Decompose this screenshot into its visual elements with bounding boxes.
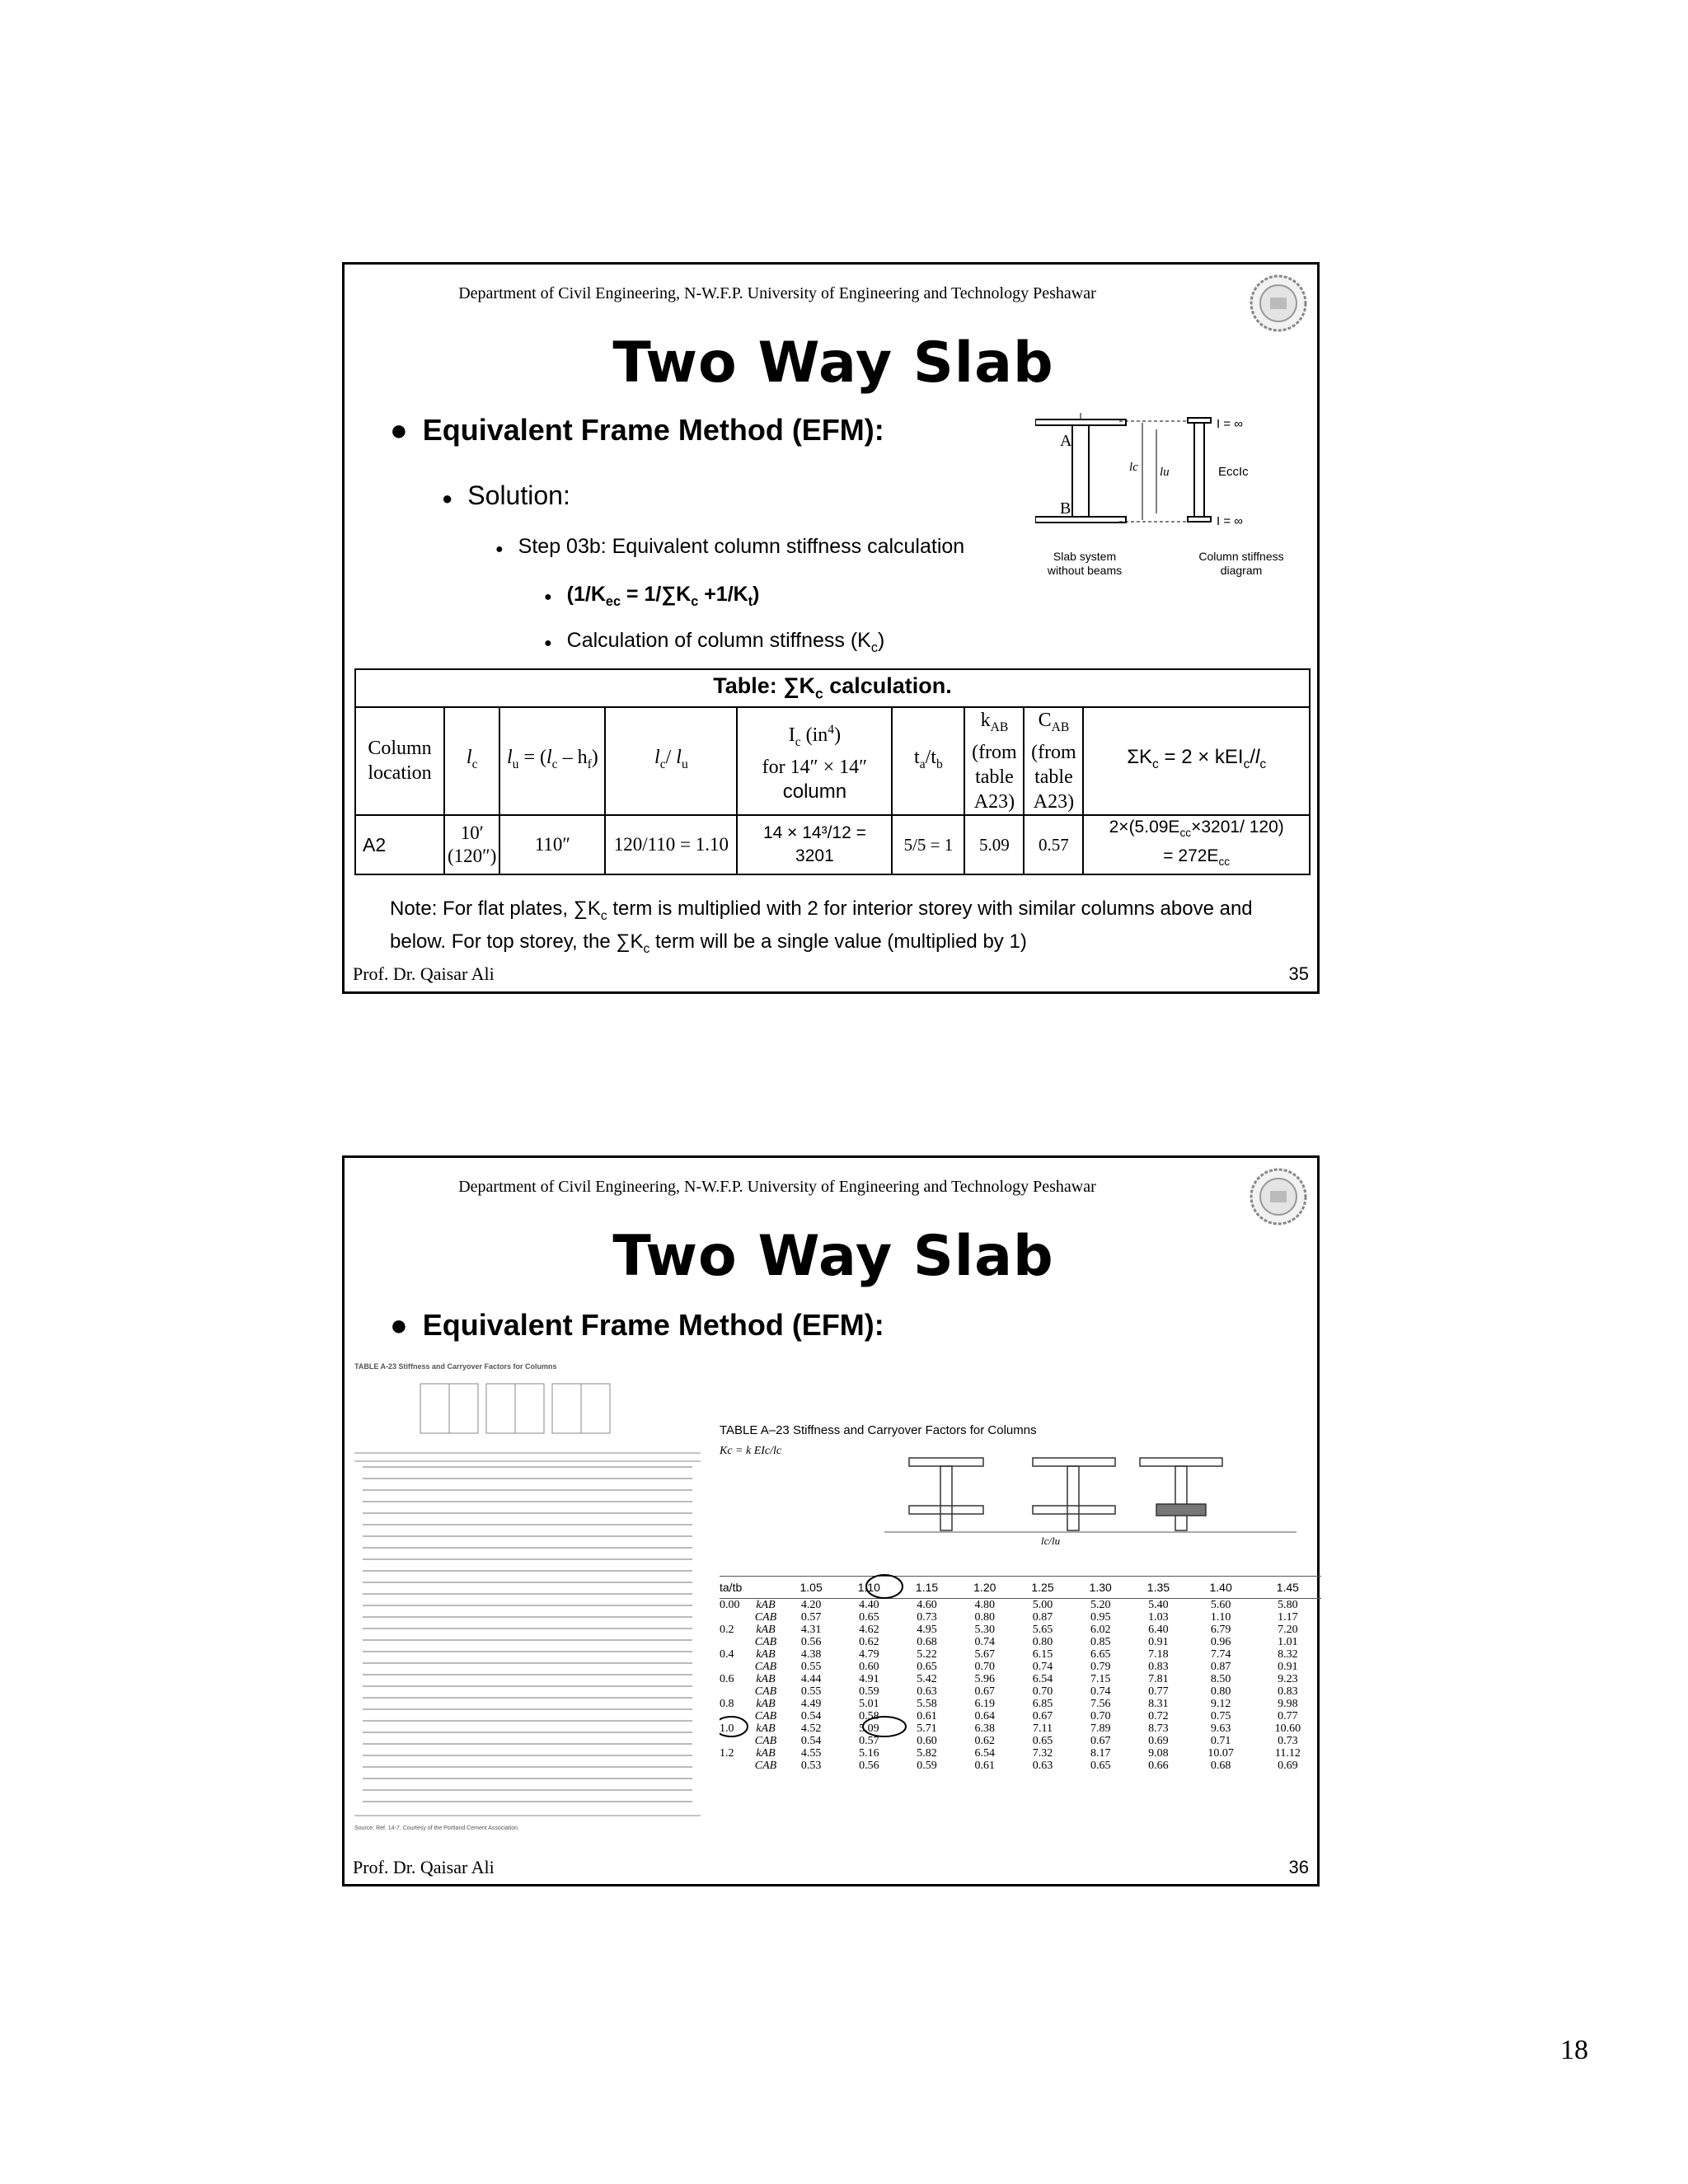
- col-header: 1.10: [840, 1577, 898, 1599]
- a23-cell: 4.80: [974, 1599, 996, 1611]
- label-b: B: [1060, 499, 1071, 518]
- a23-cell: 0.80: [1210, 1685, 1231, 1698]
- a23-cell: 0.83: [1278, 1685, 1298, 1698]
- a23-cell: 0.87: [1032, 1611, 1053, 1624]
- a23-factor-label: kAB: [756, 1624, 776, 1636]
- a23-cell: 0.56: [800, 1636, 822, 1648]
- a23-cell: 0.69: [1278, 1760, 1298, 1772]
- a23-factor-label: CAB: [754, 1611, 777, 1624]
- a23-cell: 0.70: [1032, 1685, 1053, 1698]
- slide-number: 36: [1288, 1857, 1309, 1877]
- a23-cell: 7.20: [1278, 1624, 1298, 1636]
- a23-cell: 6.15: [1032, 1648, 1053, 1661]
- a23-cell: 5.42: [917, 1673, 937, 1685]
- header-ic: $I_c$ $(in^4)$ for 14″ × 14″ column: [737, 707, 892, 815]
- header-kab: $k_{AB}$ (from table A23): [964, 707, 1024, 815]
- a23-factor-label: kAB: [756, 1673, 776, 1685]
- a23-cell: 0.67: [1032, 1710, 1053, 1722]
- cell-lu: 110″: [499, 815, 605, 874]
- small-table-title: TABLE A-23 Stiffness and Carryover Factors for Columns: [354, 1362, 557, 1371]
- cell-ta-tb: 5/5 = 1: [892, 815, 964, 874]
- a23-cell: 8.73: [1148, 1722, 1169, 1735]
- header-column-location: Column location: [355, 707, 444, 815]
- a23-header-row: [720, 1577, 1321, 1599]
- university-logo-icon: [1248, 1166, 1309, 1227]
- a23-row: [720, 1698, 1321, 1710]
- a23-cell: 0.57: [859, 1735, 879, 1747]
- a23-row: [720, 1673, 1321, 1685]
- bullet-step: ● Step 03b: Equivalent column stiffness calculation: [495, 535, 965, 558]
- kc-table: [354, 668, 1311, 875]
- a23-cell: 5.60: [1210, 1599, 1231, 1611]
- a23-cell: 9.23: [1278, 1673, 1298, 1685]
- a23-cell: 0.63: [1032, 1760, 1053, 1772]
- a23-cell: 5.96: [974, 1673, 996, 1685]
- a23-cell: 0.55: [800, 1685, 822, 1698]
- a23-row: [720, 1636, 1321, 1648]
- a23-factor-label: kAB: [756, 1599, 776, 1611]
- a23-cell: 0.67: [974, 1685, 996, 1698]
- a23-row: [720, 1685, 1321, 1698]
- a23-cell: 6.79: [1210, 1624, 1231, 1636]
- a23-cell: 9.12: [1210, 1698, 1231, 1710]
- a23-ratio: [720, 1735, 749, 1747]
- a23-cell: 5.30: [974, 1624, 996, 1636]
- a23-cell: 7.81: [1148, 1673, 1169, 1685]
- a23-factor-label: CAB: [754, 1710, 777, 1722]
- a23-ratio: [720, 1636, 749, 1648]
- big-table-formula: Kc = k EIc/lc: [720, 1445, 782, 1457]
- a23-cell: 5.16: [859, 1747, 879, 1760]
- a23-cell: 5.22: [917, 1648, 937, 1661]
- a23-cell: 6.38: [974, 1722, 996, 1735]
- column-stiffness-figure: [1035, 411, 1315, 650]
- col-header: 1.25: [1014, 1577, 1071, 1599]
- slide-title: Two Way Slab: [612, 330, 1054, 396]
- slide-36: [342, 1155, 1320, 1886]
- a23-cell: 7.56: [1090, 1698, 1111, 1710]
- a23-factor-label: CAB: [754, 1760, 777, 1772]
- a23-row: [720, 1661, 1321, 1673]
- cell-lc: 10′ (120″): [444, 815, 499, 874]
- a23-ratio: 0.00: [720, 1599, 740, 1611]
- a23-cell: 8.31: [1148, 1698, 1169, 1710]
- a23-cell: 0.68: [1210, 1760, 1231, 1772]
- a23-factor-label: kAB: [756, 1722, 776, 1735]
- a23-cell: 1.17: [1278, 1611, 1298, 1624]
- ratio-label: lc/lu: [1041, 1535, 1061, 1547]
- a23-cell: 4.91: [859, 1673, 879, 1685]
- label-i-inf-top: I = ∞: [1217, 417, 1243, 431]
- a23-cell: 5.58: [917, 1698, 937, 1710]
- label-i-inf-bot: I = ∞: [1217, 514, 1243, 528]
- a23-factor-label: CAB: [754, 1685, 777, 1698]
- a23-ratio: 0.4: [720, 1648, 734, 1661]
- a23-cell: 1.10: [1210, 1611, 1231, 1624]
- a23-cell: 4.60: [917, 1599, 937, 1611]
- col-header: 1.05: [782, 1577, 840, 1599]
- big-table-a23: [720, 1423, 1321, 1852]
- a23-ratio: [720, 1710, 749, 1722]
- a23-cell: 0.65: [859, 1611, 879, 1624]
- a23-factor-label: kAB: [756, 1698, 776, 1710]
- a23-cell: 0.72: [1148, 1710, 1169, 1722]
- a23-ratio: 0.6: [720, 1673, 734, 1685]
- a23-cell: 0.60: [859, 1661, 879, 1673]
- a23-cell: 4.62: [859, 1624, 879, 1636]
- a23-cell: 4.38: [800, 1648, 822, 1661]
- a23-cell: 0.77: [1278, 1710, 1298, 1722]
- bullet-solution: ● Solution:: [442, 480, 570, 510]
- a23-cell: 4.95: [917, 1624, 937, 1636]
- a23-ratio: 1.0: [720, 1722, 734, 1735]
- col-header: 1.45: [1254, 1577, 1321, 1599]
- a23-cell: 8.17: [1090, 1747, 1111, 1760]
- label-lu: lu: [1160, 466, 1170, 479]
- caption-slab-system: Slab system without beams: [1047, 550, 1123, 577]
- a23-cell: 7.74: [1210, 1648, 1231, 1661]
- a23-cell: 0.65: [1032, 1735, 1053, 1747]
- table-row: [355, 815, 1310, 874]
- footer-author: Prof. Dr. Qaisar Ali: [353, 1857, 495, 1877]
- a23-cell: 4.44: [800, 1673, 822, 1685]
- a23-cell: 0.63: [917, 1685, 937, 1698]
- a23-table: [720, 1576, 1321, 1772]
- a23-cell: 0.65: [1090, 1760, 1111, 1772]
- small-table-a23: [354, 1362, 701, 1840]
- small-table-source: Source: Ref. 14-7. Courtesy of the Portland Cement Association.: [354, 1825, 519, 1831]
- a23-ratio: 0.2: [720, 1624, 734, 1636]
- a23-cell: 5.00: [1032, 1599, 1053, 1611]
- a23-factor-label: CAB: [754, 1661, 777, 1673]
- a23-ratio: [720, 1685, 749, 1698]
- a23-cell: 0.73: [1278, 1735, 1298, 1747]
- a23-row: [720, 1624, 1321, 1636]
- a23-cell: 11.12: [1274, 1747, 1301, 1760]
- a23-cell: 0.68: [917, 1636, 937, 1648]
- col-header: 1.35: [1129, 1577, 1187, 1599]
- a23-cell: 5.09: [859, 1722, 879, 1735]
- a23-cell: 0.57: [800, 1611, 822, 1624]
- ta-tb-header: ta/tb: [720, 1577, 749, 1599]
- a23-cell: 0.87: [1210, 1661, 1231, 1673]
- a23-ratio: [720, 1611, 749, 1624]
- bullet-efm: ● Equivalent Frame Method (EFM):: [390, 413, 884, 447]
- a23-cell: 5.20: [1090, 1599, 1111, 1611]
- table-caption: Table: $\sum K_c$ calculation.: [355, 669, 1310, 707]
- a23-cell: 0.79: [1090, 1661, 1111, 1673]
- a23-factor-label: kAB: [756, 1648, 776, 1661]
- a23-cell: 0.59: [859, 1685, 879, 1698]
- department-header: Department of Civil Engineering, N-W.F.P. University of Engineering and Technology Peshawar: [458, 284, 1096, 302]
- bullet-kc-calc: ● Calculation of column stiffness $(K_c)$: [544, 629, 885, 655]
- small-table-body: [354, 1374, 701, 1835]
- col-header: 1.40: [1188, 1577, 1254, 1599]
- a23-cell: 4.40: [859, 1599, 879, 1611]
- a23-ratio: [720, 1661, 749, 1673]
- a23-cell: 0.75: [1210, 1710, 1231, 1722]
- a23-cell: 7.18: [1148, 1648, 1169, 1661]
- cell-cab: 0.57: [1024, 815, 1083, 874]
- a23-cell: 0.58: [859, 1710, 879, 1722]
- a23-cell: 8.50: [1210, 1673, 1231, 1685]
- a23-cell: 7.89: [1090, 1722, 1111, 1735]
- a23-row: [720, 1735, 1321, 1747]
- a23-cell: 6.54: [1032, 1673, 1053, 1685]
- cell-ic: 14 × 14³/12 = 3201: [737, 815, 892, 874]
- slide-number: 35: [1288, 963, 1309, 984]
- a23-cell: 0.85: [1090, 1636, 1111, 1648]
- a23-factor-label: CAB: [754, 1735, 777, 1747]
- footer-author: Prof. Dr. Qaisar Ali: [353, 963, 495, 984]
- a23-cell: 0.70: [974, 1661, 996, 1673]
- header-lc: $l_c$: [444, 707, 499, 815]
- a23-row: [720, 1648, 1321, 1661]
- a23-cell: 6.02: [1090, 1624, 1111, 1636]
- a23-cell: 0.59: [917, 1760, 937, 1772]
- header-ta-tb: $t_a/t_b$: [892, 707, 964, 815]
- a23-cell: 0.65: [917, 1661, 937, 1673]
- a23-cell: 1.01: [1278, 1636, 1298, 1648]
- a23-cell: 0.54: [800, 1735, 822, 1747]
- a23-cell: 0.55: [800, 1661, 822, 1673]
- cell-lc-lu: 120/110 = 1.10: [605, 815, 737, 874]
- a23-cell: 5.71: [917, 1722, 937, 1735]
- a23-cell: 0.73: [917, 1611, 937, 1624]
- a23-cell: 4.49: [800, 1698, 822, 1710]
- column-diagrams: [720, 1423, 1321, 1547]
- a23-row: [720, 1599, 1321, 1612]
- a23-cell: 5.80: [1278, 1599, 1298, 1611]
- a23-cell: 0.66: [1148, 1760, 1169, 1772]
- a23-cell: 8.32: [1278, 1648, 1298, 1661]
- a23-cell: 5.40: [1148, 1599, 1169, 1611]
- a23-cell: 9.63: [1210, 1722, 1231, 1735]
- a23-cell: 9.98: [1278, 1698, 1298, 1710]
- header-lc-lu: $l_c/$ $l_u$: [605, 707, 737, 815]
- a23-cell: 1.03: [1148, 1611, 1169, 1624]
- slide-35: [342, 262, 1320, 994]
- a23-ratio: 1.2: [720, 1747, 734, 1760]
- a23-cell: 0.61: [974, 1760, 996, 1772]
- a23-cell: 9.08: [1148, 1747, 1169, 1760]
- a23-cell: 0.62: [974, 1735, 996, 1747]
- slide-title: Two Way Slab: [612, 1224, 1054, 1289]
- header-sum-kc: $\Sigma K_c = 2 \times kEI_c/l_c$: [1083, 707, 1310, 815]
- a23-cell: 0.62: [859, 1636, 879, 1648]
- a23-cell: 4.79: [859, 1648, 879, 1661]
- a23-cell: 7.32: [1032, 1747, 1053, 1760]
- note-text: Note: For flat plates, $\sum K_c$ term is multiplied with 2 for interior storey with similar columns above and below. For top storey, the $\sum K_c$ term will be a single value (multiplied by 1): [390, 898, 1253, 956]
- a23-cell: 0.80: [1032, 1636, 1053, 1648]
- a23-cell: 0.74: [1090, 1685, 1111, 1698]
- a23-cell: 0.91: [1148, 1636, 1169, 1648]
- a23-cell: 0.67: [1090, 1735, 1111, 1747]
- a23-ratio: [720, 1760, 749, 1772]
- a23-cell: 0.69: [1148, 1735, 1169, 1747]
- big-table-title: TABLE A–23 Stiffness and Carryover Factors for Columns: [720, 1423, 1037, 1437]
- a23-cell: 6.85: [1032, 1698, 1053, 1710]
- a23-ratio: 0.8: [720, 1698, 734, 1710]
- col-header: 1.15: [898, 1577, 955, 1599]
- a23-cell: 0.77: [1148, 1685, 1169, 1698]
- a23-cell: 0.60: [917, 1735, 937, 1747]
- a23-cell: 0.96: [1210, 1636, 1231, 1648]
- a23-cell: 0.74: [974, 1636, 996, 1648]
- caption-stiffness-diagram: Column stiffness diagram: [1198, 550, 1284, 577]
- a23-cell: 10.07: [1207, 1747, 1234, 1760]
- header-cab: $C_{AB}$ (from table A23): [1024, 707, 1083, 815]
- a23-cell: 0.95: [1090, 1611, 1111, 1624]
- col-header: 1.30: [1071, 1577, 1129, 1599]
- university-logo-icon: [1248, 273, 1309, 334]
- a23-cell: 5.82: [917, 1747, 937, 1760]
- a23-cell: 0.61: [917, 1710, 937, 1722]
- a23-cell: 6.19: [974, 1698, 996, 1710]
- a23-cell: 6.40: [1148, 1624, 1169, 1636]
- a23-row: [720, 1760, 1321, 1772]
- col-header: 1.20: [956, 1577, 1014, 1599]
- a23-cell: 7.11: [1032, 1722, 1053, 1735]
- a23-cell: 0.83: [1148, 1661, 1169, 1673]
- label-a: A: [1060, 432, 1072, 450]
- label-ecc: EccIc: [1218, 465, 1249, 479]
- bullet-kec-formula: ● $(1/K_{ec} = 1/\sum K_c +1/K_t)$: [544, 583, 760, 609]
- a23-row: [720, 1611, 1321, 1624]
- a23-cell: 0.80: [974, 1611, 996, 1624]
- a23-factor-label: CAB: [754, 1636, 777, 1648]
- a23-cell: 0.56: [859, 1760, 879, 1772]
- a23-row: [720, 1747, 1321, 1760]
- a23-cell: 10.60: [1274, 1722, 1301, 1735]
- a23-factor-label: kAB: [756, 1747, 776, 1760]
- label-lc: lc: [1129, 461, 1138, 474]
- a23-row: [720, 1722, 1321, 1735]
- a23-cell: 6.65: [1090, 1648, 1111, 1661]
- a23-cell: 0.53: [800, 1760, 822, 1772]
- a23-cell: 5.67: [974, 1648, 996, 1661]
- header-lu: $l_u = (l_c - h_f)$: [499, 707, 605, 815]
- a23-cell: 4.31: [800, 1624, 822, 1636]
- a23-cell: 5.65: [1032, 1624, 1053, 1636]
- a23-cell: 0.64: [974, 1710, 996, 1722]
- department-header: Department of Civil Engineering, N-W.F.P. University of Engineering and Technology Peshawar: [458, 1178, 1096, 1196]
- bullet-efm: ● Equivalent Frame Method (EFM):: [390, 1308, 884, 1342]
- a23-cell: 0.71: [1210, 1735, 1231, 1747]
- a23-cell: 4.55: [800, 1747, 822, 1760]
- a23-cell: 0.54: [800, 1710, 822, 1722]
- cell-kab: 5.09: [964, 815, 1024, 874]
- cell-sum-kc: $2\times(5.09E_{cc}\times 3201/$ 120) = $272E_{cc}$: [1083, 815, 1310, 874]
- a23-cell: 4.20: [800, 1599, 822, 1611]
- cell-location: A2: [355, 815, 444, 874]
- a23-cell: 4.52: [800, 1722, 822, 1735]
- a23-cell: 6.54: [974, 1747, 996, 1760]
- page-number: 18: [1560, 2035, 1588, 2065]
- table-header-row: [355, 707, 1310, 815]
- a23-cell: 0.74: [1032, 1661, 1053, 1673]
- a23-cell: 7.15: [1090, 1673, 1111, 1685]
- a23-cell: 0.91: [1278, 1661, 1298, 1673]
- a23-row: [720, 1710, 1321, 1722]
- a23-cell: 5.01: [859, 1698, 879, 1710]
- a23-cell: 0.70: [1090, 1710, 1111, 1722]
